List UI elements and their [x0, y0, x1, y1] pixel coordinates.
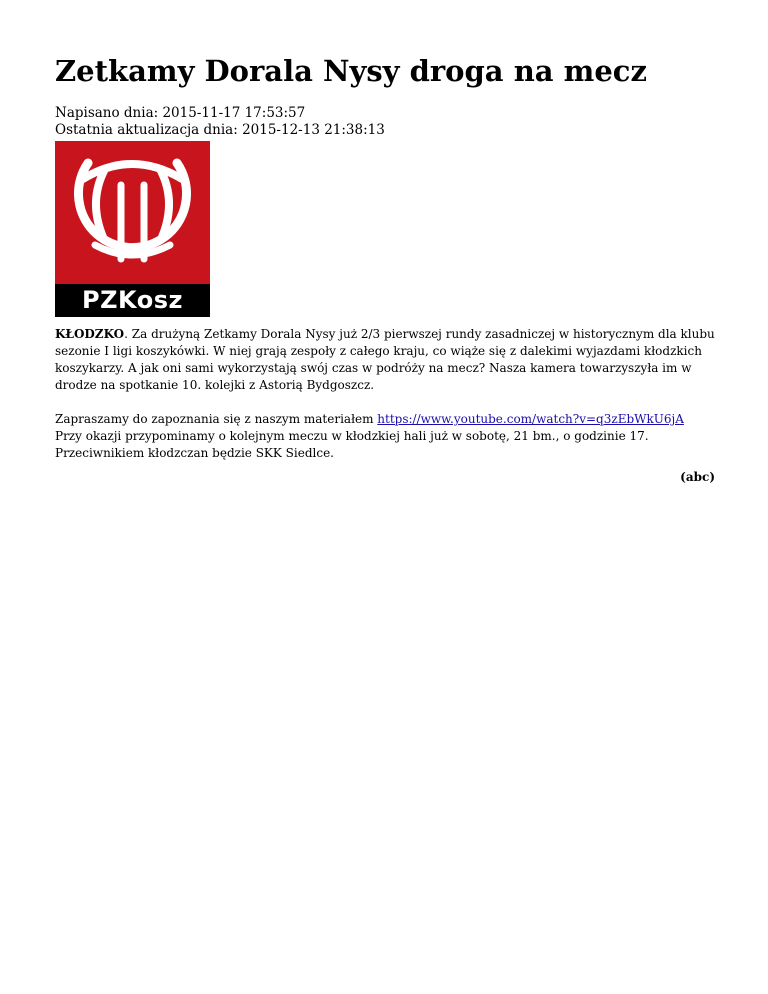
updated-date: [55, 122, 385, 139]
article-meta: [55, 105, 385, 139]
author-signature: (abc): [680, 470, 715, 484]
lead-paragraph: [55, 326, 715, 394]
updated-value: 2015-12-13 21:38:13: [242, 122, 385, 138]
invite-text: Zapraszamy do zapoznania się z naszym materiałem: [55, 412, 374, 426]
basketball-logo-icon: [55, 141, 210, 284]
lead-text: . Za drużyną Zetkamy Dorala Nysy już 2/3 pierwszej rundy zasadniczej w historycznym dla klubu sezonie I ligi koszykówki. W niej grają zespoły z całego kraju, co wiąże się z dalekimi wyjazdami kłodzkich koszykarzy. A jak oni sami wykorzystają swój czas w podróży na mecz? Nasza kamera towarzyszyła im w drodze na spotkanie 10. kolejki z Astorią Bydgoszcz.: [55, 327, 715, 392]
pzkosz-logo: [55, 141, 210, 317]
updated-label: Ostatnia aktualizacja dnia:: [55, 122, 238, 138]
article-title: Zetkamy Dorala Nysy droga na mecz: [55, 54, 647, 88]
published-value: 2015-11-17 17:53:57: [162, 105, 306, 121]
published-label: Napisano dnia:: [55, 105, 159, 121]
lead-location: KŁODZKO: [55, 327, 125, 341]
published-date: [55, 105, 385, 122]
article-body: [55, 326, 715, 462]
video-link[interactable]: https://www.youtube.com/watch?v=q3zEbWkU6jA: [377, 412, 684, 426]
reminder-text: Przy okazji przypominamy o kolejnym meczu w kłodzkiej hali już w sobotę, 21 bm., o godzinie 17. Przeciwnikiem kłodzczan będzie SKK Siedlce.: [55, 429, 649, 460]
logo-text: PZKosz: [82, 286, 183, 314]
invite-paragraph: [55, 411, 715, 462]
